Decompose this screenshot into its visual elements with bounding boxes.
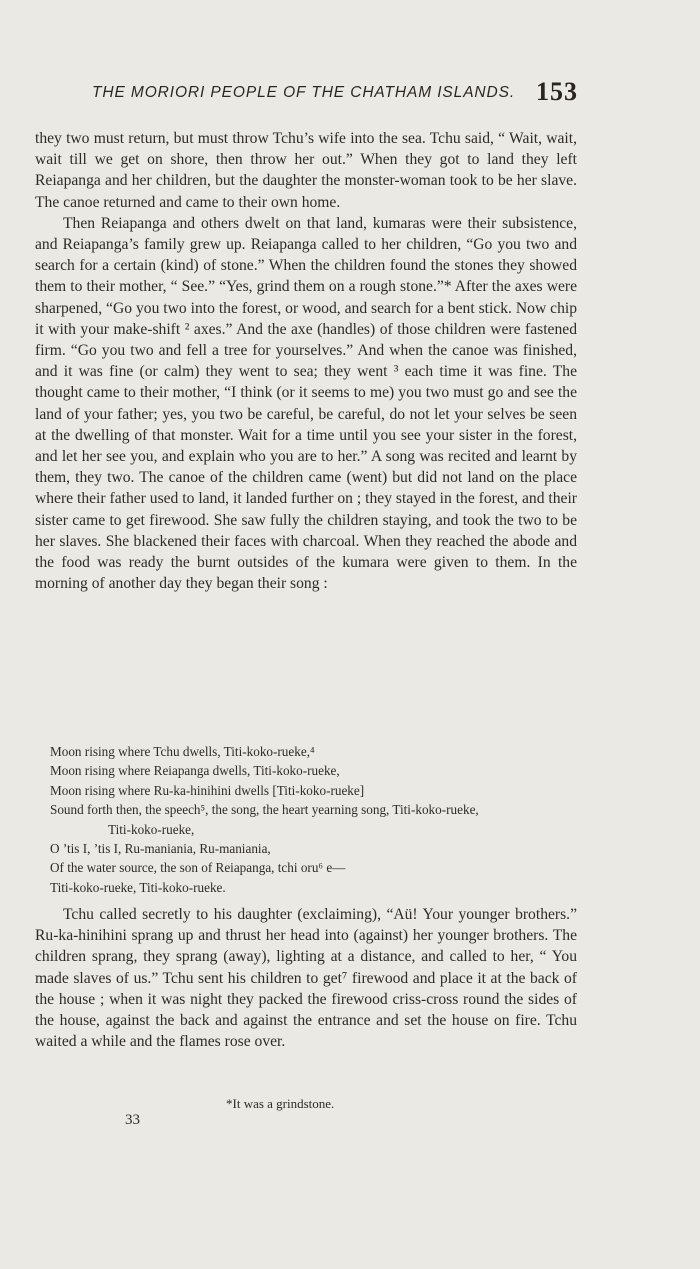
song-line: Of the water source, the son of Reiapanga, tchi oru⁶ e— (50, 860, 346, 876)
paragraph: they two must return, but must throw Tchu’s wife into the sea. Tchu said, “ Wait, wait, wait till we get on shore, then throw her out.” When they got to land they left Reiapanga and her children, but the daughter the monster-woman took to be her slave. The canoe returned and came to their own home. (35, 130, 577, 211)
running-title: THE MORIORI PEOPLE OF THE CHATHAM ISLANDS. (92, 84, 516, 101)
footnote: *It was a grindstone. (226, 1096, 335, 1111)
signature-mark: 33 (125, 1112, 140, 1128)
paragraph: Then Reiapanga and others dwelt on that land, kumaras were their subsistence, and Reiapanga’s family grew up. Reiapanga called to her children, “Go you two and search for a certain (kind) of stone.” When the children found the stones they showed them to their mother, “ See.” “Yes, grind them on a rough stone.”* After the axes were sharpened, “Go you two into the forest, or wood, and search for a bent stick. Now chip it with your make-shift ² axes.” And the axe (handles) of those children were fastened firm. “Go you two and fell a tree for yourselves.” And when the canoe was finished, and it was fine (or calm) they went to sea; they went ³ each time it was fine. The thought came to their mother, “I think (or it seems to me) you two must go and see the land of your father; yes, you two be careful, be careful, do not let your selves be seen at the dwelling of that monster. Wait for a time until you see your sister in the forest, and let her see you, and explain who you are to her.” A song was recited and learnt by them, they two. The canoe of the children came (went) but did not land on the place where their father used to land, it landed further on ; they stayed in the forest, and their sister came to get firewood. She saw fully the children staying, and took the two to be her slaves. She blackened their faces with charcoal. When they reached the abode and the food was ready the burnt outsides of the kumara were given to them. In the morning of another day they began their song : (35, 214, 577, 593)
page-number: 153 (536, 77, 578, 106)
song-line: Moon rising where Reiapanga dwells, Titi-koko-rueke, (50, 763, 340, 779)
song-line: Sound forth then, the speech⁵, the song, the heart yearning song, Titi-koko-rueke, (50, 802, 479, 818)
closing-text (35, 904, 577, 1052)
main-text (35, 128, 577, 594)
paragraph: Tchu called secretly to his daughter (exclaiming), “Aü! Your younger brothers.” Ru-ka-hinihini sprang up and thrust her head into (against) her younger brothers. The children sprang, they sprang (away), lighting at a distance, and called to her, “ You made slaves of us.” Tchu sent his children to get⁷ firewood and place it at the back of the house ; when it was night they packed the firewood criss-cross round the sides of the house, against the back and against the entrance and set the house on fire. Tchu waited a while and the flames rose over. (35, 906, 577, 1051)
song-line: Moon rising where Tchu dwells, Titi-koko-rueke,⁴ (50, 744, 315, 759)
song-line: Moon rising where Ru-ka-hinihini dwells [Titi-koko-rueke] (50, 782, 365, 798)
song-line: Titi-koko-rueke, Titi-koko-rueke. (50, 879, 226, 895)
song-verse (50, 742, 580, 897)
song-line: Titi-koko-rueke, (108, 821, 195, 837)
song-line: O ’tis I, ’tis I, Ru-maniania, Ru-maniania, (50, 841, 271, 857)
